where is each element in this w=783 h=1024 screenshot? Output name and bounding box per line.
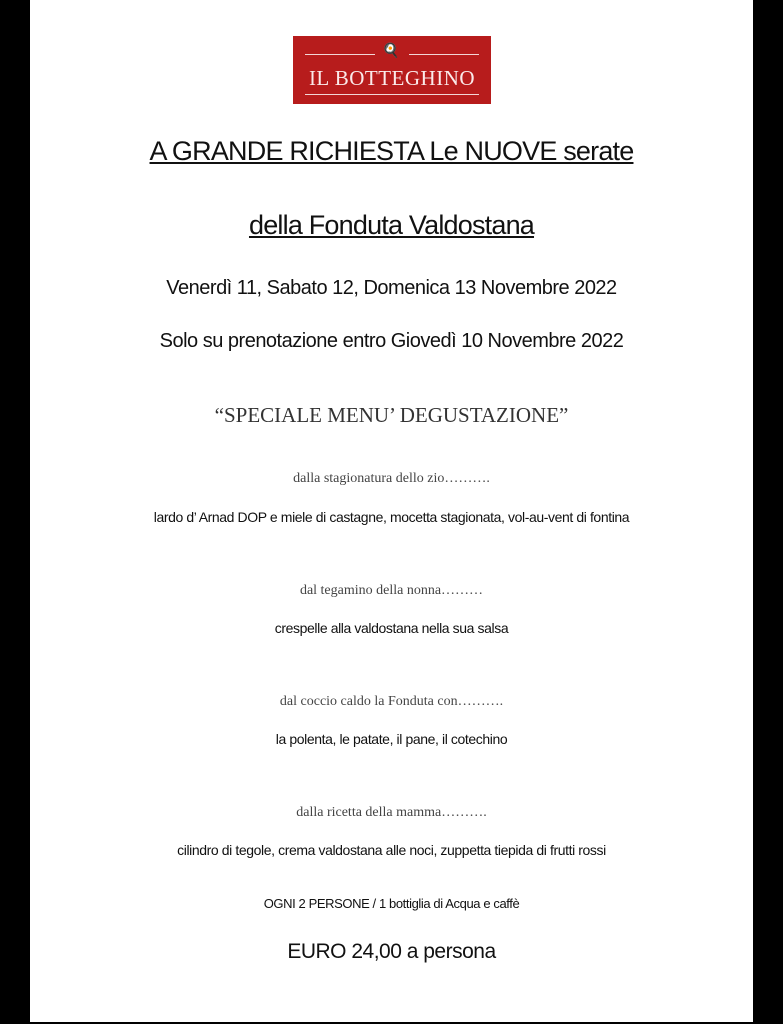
course-dishes: lardo d’ Arnad DOP e miele di castagne, mocetta stagionata, vol-au-vent di fontina <box>153 509 630 525</box>
booking-note: Solo su prenotazione entro Giovedì 10 Novembre 2022 <box>159 330 624 352</box>
title-line-2: della Fonduta Valdostana <box>248 210 535 240</box>
logo <box>293 36 491 104</box>
logo-text: IL BOTTEGHINO <box>308 66 476 90</box>
course-dishes: crespelle alla valdostana nella sua salsa <box>274 620 509 636</box>
event-dates: Venerdì 11, Sabato 12, Domenica 13 Novembre 2022 <box>166 277 617 299</box>
course-intro: dal coccio caldo la Fonduta con………. <box>279 694 504 709</box>
logo-line <box>305 54 375 55</box>
course-intro: dal tegamino della nonna……… <box>299 583 484 598</box>
menu-title: “SPECIALE MENU’ DEGUSTAZIONE” <box>214 403 569 427</box>
course-intro: dalla ricetta della mamma………. <box>296 805 487 820</box>
course-intro: dalla stagionatura dello zio………. <box>293 471 490 486</box>
drinks-note: OGNI 2 PERSONE / 1 bottiglia di Acqua e caffè <box>263 896 520 911</box>
course-dishes: cilindro di tegole, crema valdostana alle noci, zuppetta tiepida di frutti rossi <box>177 842 606 858</box>
menu-flyer <box>30 0 753 1022</box>
logo-line <box>409 54 479 55</box>
logo-line <box>305 94 479 95</box>
title-line-1: A GRANDE RICHIESTA Le NUOVE serate <box>149 136 634 166</box>
price: EURO 24,00 a persona <box>287 940 496 963</box>
pan-icon: 🍳 <box>382 43 400 59</box>
course-dishes: la polenta, le patate, il pane, il cotechino <box>275 731 508 747</box>
